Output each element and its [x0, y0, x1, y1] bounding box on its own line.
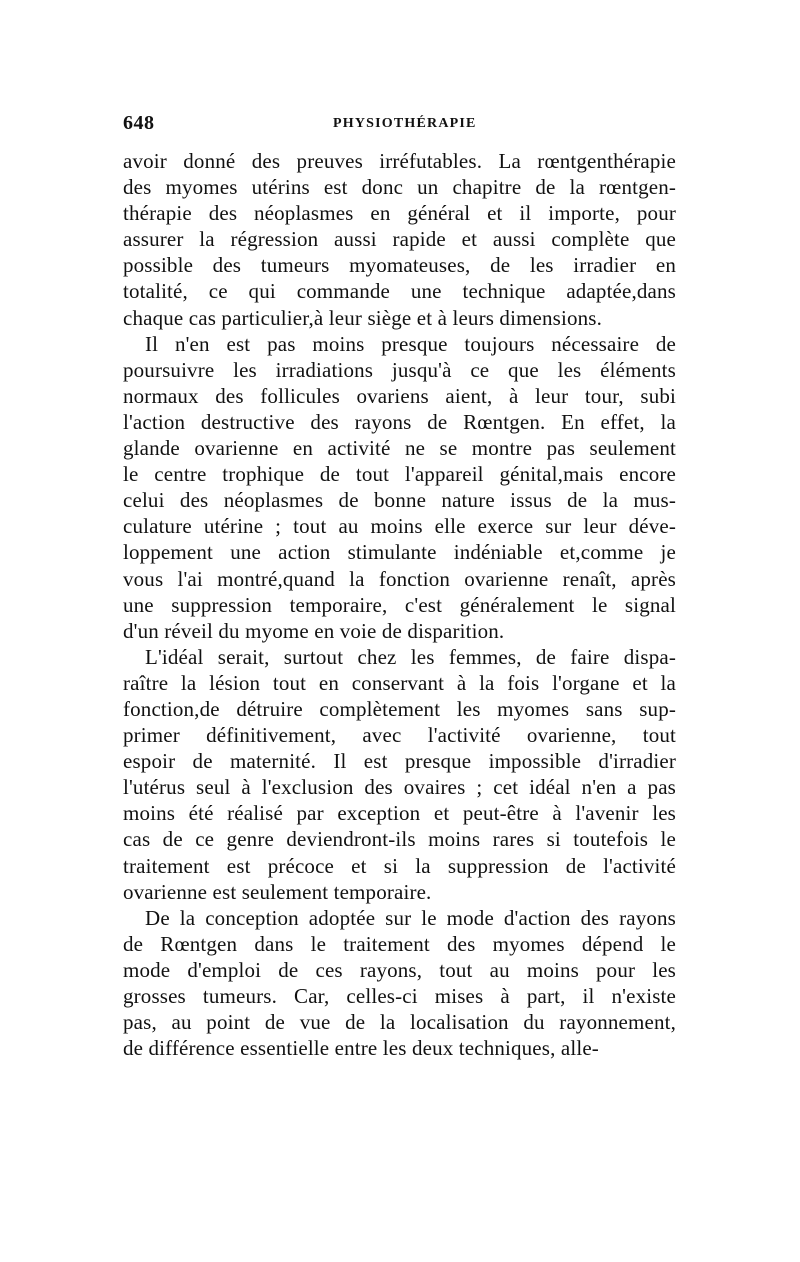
text-line: pas, au point de vue de la localisation du rayonnement, [123, 1010, 676, 1035]
paragraph [123, 148, 676, 331]
text-line: grosses tumeurs. Car, celles-ci mises à part, il n'existe [123, 984, 676, 1008]
text-line: loppement une action stimulante indéniable et,comme je [123, 540, 676, 565]
text-line: espoir de maternité. Il est presque impossible d'irradier [123, 749, 676, 774]
text-line: l'action destructive des rayons de Rœntgen. En effet, la [123, 409, 676, 434]
text-line: cas de ce genre deviendront-ils moins rares si toutefois le [123, 827, 676, 852]
text-line: chaque cas particulier,à leur siège et à leurs dimensions. [123, 305, 603, 330]
text-line: normaux des follicules ovariens aient, à leur tour, subi [123, 383, 676, 408]
text-line: glande ovarienne en activité ne se montre pas seulement [123, 436, 676, 461]
text-line: fonction,de détruire complètement les myomes sans sup- [123, 696, 676, 721]
text-line: raître la lésion tout en conservant à la fois l'organe et la [123, 670, 676, 695]
paragraph [123, 644, 676, 905]
text-line: le centre trophique de tout l'appareil génital,mais encore [123, 462, 676, 487]
paragraph [123, 331, 676, 644]
text-line: De la conception adoptée sur le mode d'action des rayons [145, 905, 676, 930]
paragraph [123, 905, 676, 1062]
text-line: assurer la régression aussi rapide et aussi complète que [123, 227, 676, 252]
running-title: PHYSIOTHÉRAPIE [333, 116, 477, 131]
text-line: l'utérus seul à l'exclusion des ovaires ; cet idéal n'en a pas [123, 775, 676, 800]
body-text [123, 148, 676, 1061]
text-line: poursuivre les irradiations jusqu'à ce que les éléments [123, 357, 676, 382]
text-line: vous l'ai montré,quand la fonction ovarienne renaît, après [123, 566, 676, 591]
text-line: possible des tumeurs myomateuses, de les irradier en [123, 253, 676, 278]
text-line: avoir donné des preuves irréfutables. La rœntgenthérapie [123, 149, 676, 173]
text-line: de Rœntgen dans le traitement des myomes dépend le [123, 931, 676, 956]
text-line: de différence essentielle entre les deux techniques, alle- [123, 1036, 599, 1061]
text-line: primer définitivement, avec l'activité ovarienne, tout [123, 723, 676, 748]
text-line: culature utérine ; tout au moins elle exerce sur leur déve- [123, 514, 676, 539]
text-line: ovarienne est seulement temporaire. [123, 879, 432, 904]
text-line: totalité, ce qui commande une technique adaptée,dans [123, 279, 676, 304]
text-line: mode d'emploi de ces rayons, tout au moins pour les [123, 957, 676, 982]
text-line: L'idéal serait, surtout chez les femmes, de faire dispa- [145, 644, 676, 669]
text-line: thérapie des néoplasmes en général et il importe, pour [123, 201, 676, 226]
page-header [123, 112, 678, 140]
text-line: traitement est précoce et si la suppression de l'activité [123, 853, 676, 878]
text-line: d'un réveil du myome en voie de disparition. [123, 618, 505, 643]
text-line: des myomes utérins est donc un chapitre de la rœntgen- [123, 175, 676, 200]
text-line: une suppression temporaire, c'est généralement le signal [123, 592, 676, 617]
text-line: Il n'en est pas moins presque toujours nécessaire de [145, 331, 676, 356]
page-number: 648 [123, 112, 155, 134]
text-line: celui des néoplasmes de bonne nature issus de la mus- [123, 488, 676, 513]
text-line: moins été réalisé par exception et peut-être à l'avenir les [123, 801, 676, 826]
